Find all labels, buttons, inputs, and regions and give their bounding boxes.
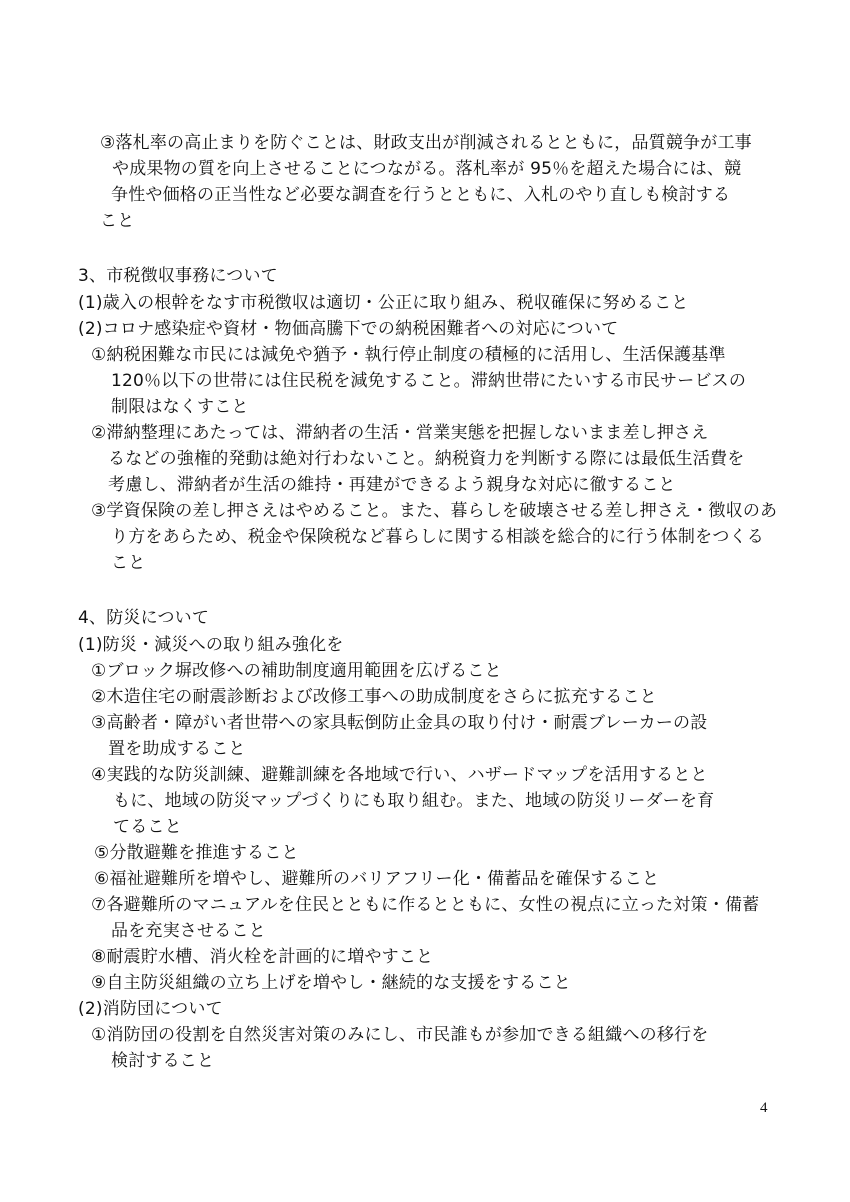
text-line: 置を助成すること xyxy=(108,739,246,759)
text-line: 検討すること xyxy=(111,1051,215,1071)
text-line: (2)消防団について xyxy=(78,999,223,1019)
text-line: ⑨自主防災組織の立ち上げを増やし・継続的な支援をすること xyxy=(91,973,571,993)
text-line: ⑦各避難所のマニュアルを住民とともに作るとともに、女性の視点に立った対策・備蓄 xyxy=(91,895,760,915)
text-line: 制限はなくすこと xyxy=(111,397,249,417)
text-line: り方をあらため、税金や保険税など暮らしに関する相談を総合的に行う体制をつくる xyxy=(111,527,764,547)
text-line: ①納税困難な市民には減免や猶予・執行停止制度の積極的に活用し、生活保護基準 xyxy=(91,345,726,365)
text-line: こと xyxy=(111,553,146,573)
text-line: ③落札率の高止まりを防ぐことは、財政支出が削減されるとともに，品質競争が工事 xyxy=(100,133,752,153)
text-line: 品を充実させること xyxy=(111,921,266,941)
text-line: 争性や価格の正当性など必要な調査を行うとともに、入札のやり直しも検討する xyxy=(111,185,731,205)
text-line: こと xyxy=(100,211,135,231)
section-heading: 4、防災について xyxy=(78,608,210,628)
text-line: ④実践的な防災訓練、避難訓練を各地域で行い、ハザードマップを活用するとと xyxy=(91,765,708,785)
text-line: ③学資保険の差し押さえはやめること。また、暮らしを破壊させる差し押さえ・徴収のあ xyxy=(91,501,778,521)
section-heading: 3、市税徴収事務について xyxy=(78,266,278,286)
text-line: ①消防団の役割を自然災害対策のみにし、市民誰もが参加できる組織への移行を xyxy=(91,1025,709,1045)
text-line: ⑥福祉避難所を増やし、避難所のバリアフリー化・備蓄品を確保すること xyxy=(94,869,660,889)
text-line: ①ブロック塀改修への補助制度適用範囲を広げること xyxy=(91,661,502,681)
page-number: 4 xyxy=(760,1100,768,1116)
text-line: 考慮し、滞納者が生活の維持・再建ができるよう親身な対応に徹すること xyxy=(108,475,676,495)
text-line: (1)防災・減災への取り組み強化を xyxy=(78,635,344,655)
text-line: や成果物の質を向上させることにつながる。落札率が 95％を超えた場合には、競 xyxy=(112,159,742,179)
text-line: 120％以下の世帯には住民税を減免すること。滞納世帯にたいする市民サービスの xyxy=(111,371,747,391)
text-line: てること xyxy=(113,817,182,837)
text-line: ⑤分散避難を推進すること xyxy=(94,843,299,863)
text-line: (2)コロナ感染症や資材・物価高騰下での納税困難者への対応について xyxy=(78,319,619,339)
text-line: ②木造住宅の耐震診断および改修工事への助成制度をさらに拡充すること xyxy=(91,687,657,707)
text-line: ②滞納整理にあたっては、滞納者の生活・営業実態を把握しないまま差し押さえ xyxy=(91,423,709,443)
text-line: ⑧耐震貯水槽、消火栓を計画的に増やすこと xyxy=(91,947,434,967)
text-line: ③高齢者・障がい者世帯への家具転倒防止金具の取り付け・耐震ブレーカーの設 xyxy=(91,713,708,733)
text-line: (1)歳入の根幹をなす市税徴収は適切・公正に取り組み、税収確保に努めること xyxy=(78,293,689,313)
text-line: もに、地域の防災マップづくりにも取り組む。また、地域の防災リーダーを育 xyxy=(113,791,715,811)
text-line: るなどの強権的発動は絶対行わないこと。納税資力を判断する際には最低生活費を xyxy=(108,449,745,469)
